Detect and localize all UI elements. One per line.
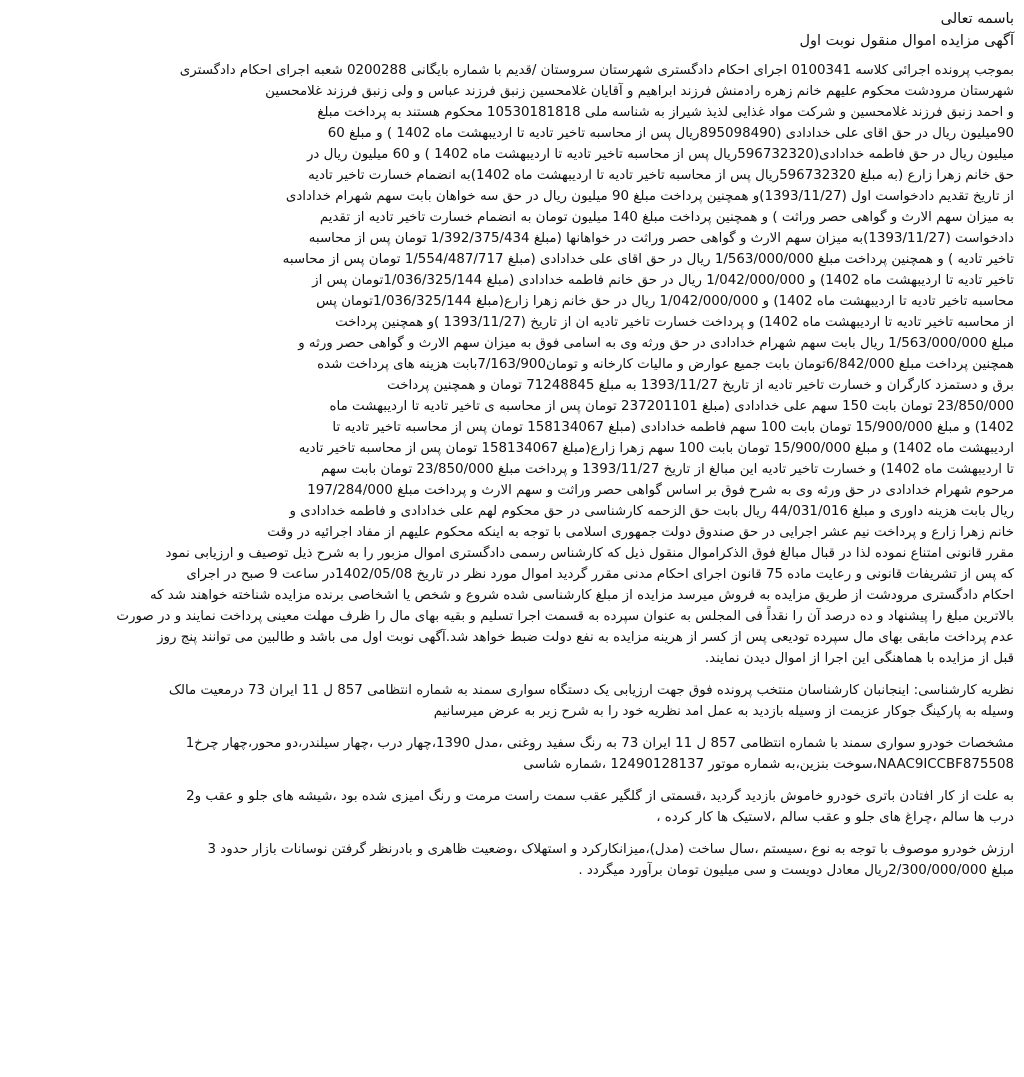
text-line: دادخواست (1393/11/27)به میزان سهم الارث و گواهی حصر وراثت در خواهانها (مبلغ 1/392/375/434 تومان پس از محاسبه: [308, 231, 1014, 246]
text-line: به علت از کار افتادن باتری خودرو خاموش بازدید گردید ،قسمتی از گلگیر عقب سمت راست مرمت و رنگ امیزی شده بود ،شیشه های جلو و عقب و2: [186, 789, 1014, 804]
text-line: 23/850/000 تومان بابت 150 سهم علی خدادادی (مبلغ 237201101 تومان پس از محاسبه ی تاخیر تادیه تا اردیبهشت ماه: [329, 399, 1014, 414]
spacer: [10, 52, 1014, 60]
text-line: درب ها سالم ،چراغ های جلو و عقب سالم ،لاستیک ها کار کرده ،: [656, 810, 1014, 825]
text-line: نظریه کارشناسی: اینجانبان کارشناسان منتخب پرونده فوق جهت ارزیابی یک دستگاه سواری سمند به شماره انتظامی 857 ل 11 ایران 73 درمعیت مالک: [168, 683, 1014, 698]
spacer: [10, 775, 1014, 786]
valuation-paragraph: [10, 839, 1014, 881]
text-line: به میزان سهم الارث و گواهی حصر وراثت ) و همچنین پرداخت مبلغ 140 میلیون تومان به انضمام خسارت تاخیر تادیه از تقدیم: [319, 210, 1014, 225]
text-line: شهرستان مرودشت محکوم علیهم خانم زهره رادمنش فرزند ابراهیم و آقایان غلامحسین زنبق فرزند عباس و ولی زنبق فرزند غلامحسین: [265, 84, 1014, 99]
text-line: که پس از تشریفات قانونی و رعایت ماده 75 قانون اجرای احکام مدنی مقرر گردید اموال مورد نظر در تاریخ 1402/05/08در ساعت 9 صبح در اجرای: [186, 567, 1014, 582]
text-line: ارزش خودرو موصوف با توجه به نوع ،سیستم ،سال ساخت (مدل)،میزانکارکرد و استهلاک ،وضعیت ظاهری و بادرنظر گرفتن نوسانات بازار حدود 3: [207, 842, 1014, 857]
auction-notice: [10, 8, 1014, 881]
spacer: [10, 828, 1014, 839]
text-line: مشخصات خودرو سواری سمند با شماره انتظامی 857 ل 11 ایران 73 به رنگ سفید روغنی ،مدل 1390،چهار درب ،چهار سیلندر،دو محور،چهار چرخ1: [185, 736, 1014, 751]
text-line: تاخیر تادیه ) و همچنین پرداخت مبلغ 1/563/000/000 ریال در حق اقای علی خدادادی (مبلغ 1/554/487/717 تومان پس از محاسبه: [282, 252, 1014, 267]
text-line: خانم زهرا زارع و پرداخت نیم عشر اجرایی در حق صندوق دولت جمهوری اسلامی با توجه به اینکه محکوم علیهم از مفاد اجرائیه در وقت: [267, 525, 1014, 540]
heading-basmeh: باسمه تعالی: [940, 11, 1014, 27]
text-line: قبل از مزایده با هماهنگی این اجرا از اموال دیدن نمایند.: [704, 651, 1014, 666]
expert-opinion-paragraph: [10, 680, 1014, 722]
vehicle-specs-paragraph: [10, 733, 1014, 775]
spacer: [10, 669, 1014, 680]
text-line: از تاریخ تقدیم دادخواست اول (1393/11/27)و همچنین پرداخت مبلغ 90 میلیون ریال در حق سه خواهان بابت سهم شهرام خدادادی: [285, 189, 1014, 204]
text-line: NAAC9ICCBF875508،سوخت بنزین،به شماره موتور 12490128137 ،شماره شاسی: [523, 757, 1014, 772]
text-line: مرحوم شهرام خدادادی در حق ورثه وی به شرح فوق بر اساس گواهی حصر وراثت و سهم الارث و پرداخت مبلغ 197/284/000: [307, 483, 1014, 498]
vehicle-condition-paragraph: [10, 786, 1014, 828]
text-line: حق خانم زهرا زارع (به مبلغ 596732320ریال پس از محاسبه تاخیر تادیه تا اردیبهشت ماه 1402)به انضمام خسارت تاخیر تادیه: [308, 168, 1014, 183]
text-line: مقرر قانونی امتناع نموده لذا در قبال مبالغ فوق الذکراموال منقول ذیل که کارشناس رسمی دادگستری اموال مزبور را به شرح ذیل توصیف و ارزیابی نمود: [165, 546, 1014, 561]
text-line: همچنین پرداخت مبلغ 6/842/000تومان بابت جمیع عوارض و مالیات کارخانه و تومان7/163/900بابت هزینه های پرداخت شده: [317, 357, 1014, 372]
text-line: ریال بابت هزینه داوری و مبلغ 44/031/016 ریال بابت حق الزحمه کارشناسی در حق محکوم لهم علی خدادادی و فاطمه خدادادی و: [289, 504, 1014, 519]
text-line: تا اردیبهشت ماه 1402) و خسارت تاخیر تادیه این مبالغ از تاریخ 1393/11/27 و پرداخت مبلغ 23/850/000 تومان بابت سهم: [320, 462, 1014, 477]
text-line: 1402) و مبلغ 15/900/000 تومان بابت 100 سهم فاطمه خدادادی (مبلغ 158134067 تومان پس از محاسبه تاخیر تادیه تا: [332, 420, 1014, 435]
text-line: 90میلیون ریال در حق اقای علی خدادادی (895098490ریال پس از محاسبه تاخیر تادیه تا اردیبهشت ماه 1402 ) و مبلغ 60: [327, 126, 1014, 141]
text-line: و احمد زنبق فرزند غلامحسین و شرکت مواد غذایی لذیذ شیراز به شناسه ملی 10530181818 محکوم هستند به پرداخت مبلغ: [317, 105, 1014, 120]
text-line: تاخیر تادیه تا اردیبهشت ماه 1402) و 1/042/000/000 ریال در حق خانم فاطمه خدادادی (مبلغ 1/036/325/144تومان پس از: [312, 273, 1014, 288]
heading-auction-title: آگهی مزایده اموال منقول نوبت اول: [799, 33, 1014, 49]
text-line: عدم پرداخت مابقی بهای مال سپرده تودیعی پس از کسر از هرینه مزایده به نفع دولت ضبط خواهد شد.آگهی نوبت اول می باشد و طالبین می توانند پنج روز: [157, 630, 1014, 645]
text-line: اردیبهشت ماه 1402) و مبلغ 15/900/000 تومان بابت 100 سهم زهرا زارع(مبلغ 158134067 تومان پس از محاسبه تاخیر تادیه: [298, 441, 1014, 456]
text-line: بموجب پرونده اجرائی کلاسه 0100341 اجرای احکام دادگستری شهرستان سروستان /قدیم با شماره بایگانی 0200288 شعبه اجرای احکام دادگستری: [179, 63, 1014, 78]
text-line: بالاترین مبلغ را پیشنهاد و ده درصد آن را نقداً فی المجلس به عنوان سپرده به قسمت اجرا تسلیم و بقیه بهای مال را ظرف مهلت معینی پرداخت نمایند و در صورت: [116, 609, 1014, 624]
text-line: احکام دادگستری مرودشت از طریق مزایده به فروش میرسد مزایده از مبلغ کارشناسی شده شروع و شخص یا اشخاصی برنده مزایده شناخته خواهند شد که: [149, 588, 1014, 603]
text-line: مبلغ 1/563/000/000 ریال بابت سهم شهرام خدادادی در حق ورثه وی به اسامی فوق به میزان سهم الارث و گواهی حصر ورثه و: [298, 336, 1014, 351]
text-line: وسیله به پارکینگ جوکار عزیمت از وسیله بازدید به عمل امد نظریه خود را به شرح زیر به عرض میرسانیم: [433, 704, 1014, 719]
text-line: مبلغ 2/300/000/000ریال معادل دویست و سی میلیون تومان برآورد میگردد .: [578, 863, 1014, 878]
text-line: میلیون ریال در حق فاطمه خدادادی(596732320ریال پس از محاسبه تاخیر تادیه تا اردیبهشت ماه 1402 ) و 60 میلیون ریال در: [306, 147, 1014, 162]
text-line: برق و دستمزد کارگران و خسارت تاخیر تادیه از تاریخ 1393/11/27 به مبلغ 71248845 تومان و همچنین پرداخت: [387, 378, 1014, 393]
main-text-paragraph: [10, 60, 1014, 669]
text-line: از محاسبه تاخیر تادیه تا اردیبهشت ماه 1402) و پرداخت خسارت تاخیر تادیه ان از تاریخ (1393/11/27 )و همچنین پرداخت: [335, 315, 1014, 330]
spacer: [10, 722, 1014, 733]
text-line: محاسبه تاخیر تادیه تا اردیبهشت ماه 1402) و 1/042/000/000 ریال در حق خانم زهرا زارع(مبلغ 1/036/325/144تومان پس: [316, 294, 1014, 309]
